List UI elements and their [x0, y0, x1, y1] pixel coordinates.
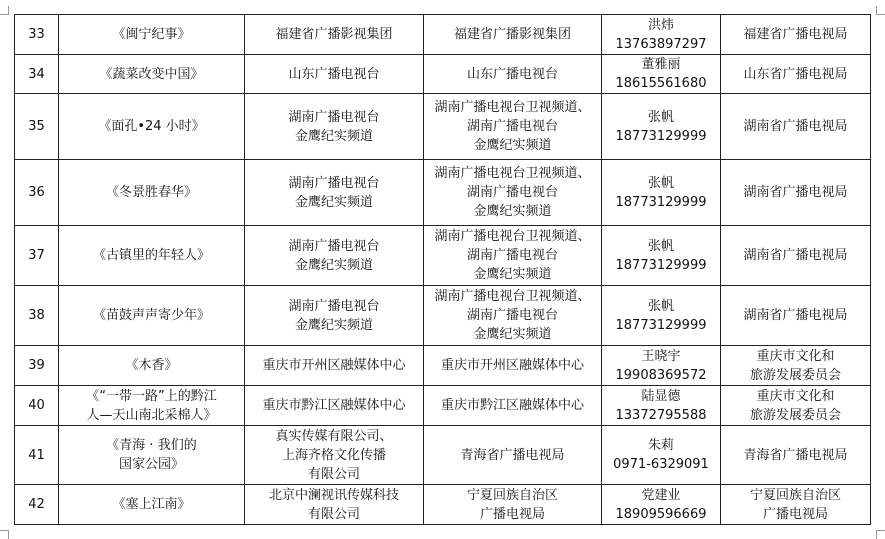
production-unit: 重庆市黔江区融媒体中心 [245, 386, 424, 426]
recommending-unit: 湖南省广播电视局 [721, 94, 871, 160]
row-number: 40 [15, 386, 59, 426]
contact-info: 张帆 18773129999 [602, 286, 721, 346]
row-number: 36 [15, 160, 59, 226]
program-title: 《苗鼓声声寄少年》 [59, 286, 245, 346]
crop-mark-bottom-right [876, 530, 885, 539]
production-unit: 山东广播电视台 [245, 55, 424, 94]
program-title: 《面孔•24 小时》 [59, 94, 245, 160]
contact-info: 洪炜 13763897297 [602, 15, 721, 55]
recommending-unit: 湖南省广播电视局 [721, 160, 871, 226]
recommending-unit: 重庆市文化和 旅游发展委员会 [721, 346, 871, 386]
production-unit: 湖南广播电视台 金鹰纪实频道 [245, 94, 424, 160]
contact-info: 王晓宇 19908369572 [602, 346, 721, 386]
production-unit: 湖南广播电视台 金鹰纪实频道 [245, 226, 424, 286]
production-unit: 湖南广播电视台 金鹰纪实频道 [245, 286, 424, 346]
recommending-unit: 重庆市文化和 旅游发展委员会 [721, 386, 871, 426]
program-list-table [14, 14, 871, 525]
broadcast-platform: 湖南广播电视台卫视频道、 湖南广播电视台 金鹰纪实频道 [424, 286, 602, 346]
table-row [15, 286, 871, 346]
row-number: 38 [15, 286, 59, 346]
production-unit: 湖南广播电视台 金鹰纪实频道 [245, 160, 424, 226]
contact-info: 朱莉 0971-6329091 [602, 426, 721, 485]
row-number: 33 [15, 15, 59, 55]
program-title: 《塞上江南》 [59, 485, 245, 525]
program-title: 《闽宁纪事》 [59, 15, 245, 55]
program-title: 《青海 · 我们的 国家公园》 [59, 426, 245, 485]
contact-info: 董雅丽 18615561680 [602, 55, 721, 94]
crop-mark-top-right [876, 6, 885, 15]
contact-info: 张帆 18773129999 [602, 160, 721, 226]
recommending-unit: 青海省广播电视局 [721, 426, 871, 485]
recommending-unit: 湖南省广播电视局 [721, 226, 871, 286]
table-row [15, 346, 871, 386]
table-row [15, 386, 871, 426]
crop-mark-top-left [0, 6, 9, 15]
program-title: 《冬景胜春华》 [59, 160, 245, 226]
broadcast-platform: 湖南广播电视台卫视频道、 湖南广播电视台 金鹰纪实频道 [424, 94, 602, 160]
row-number: 42 [15, 485, 59, 525]
broadcast-platform: 重庆市开州区融媒体中心 [424, 346, 602, 386]
broadcast-platform: 重庆市黔江区融媒体中心 [424, 386, 602, 426]
table-row [15, 485, 871, 525]
table-row [15, 55, 871, 94]
broadcast-platform: 湖南广播电视台卫视频道、 湖南广播电视台 金鹰纪实频道 [424, 226, 602, 286]
recommending-unit: 湖南省广播电视局 [721, 286, 871, 346]
production-unit: 重庆市开州区融媒体中心 [245, 346, 424, 386]
table-row [15, 160, 871, 226]
row-number: 41 [15, 426, 59, 485]
broadcast-platform: 宁夏回族自治区 广播电视局 [424, 485, 602, 525]
production-unit: 真实传媒有限公司、 上海齐格文化传播 有限公司 [245, 426, 424, 485]
contact-info: 张帆 18773129999 [602, 94, 721, 160]
table-row [15, 15, 871, 55]
program-title: 《木香》 [59, 346, 245, 386]
row-number: 37 [15, 226, 59, 286]
row-number: 39 [15, 346, 59, 386]
contact-info: 张帆 18773129999 [602, 226, 721, 286]
table-row [15, 426, 871, 485]
row-number: 35 [15, 94, 59, 160]
table-row [15, 94, 871, 160]
row-number: 34 [15, 55, 59, 94]
recommending-unit: 宁夏回族自治区 广播电视局 [721, 485, 871, 525]
program-title: 《蔬菜改变中国》 [59, 55, 245, 94]
broadcast-platform: 湖南广播电视台卫视频道、 湖南广播电视台 金鹰纪实频道 [424, 160, 602, 226]
program-title: 《古镇里的年轻人》 [59, 226, 245, 286]
program-title: 《“一带一路”上的黔江 人—天山南北采棉人》 [59, 386, 245, 426]
production-unit: 北京中澜视讯传媒科技 有限公司 [245, 485, 424, 525]
recommending-unit: 山东省广播电视局 [721, 55, 871, 94]
contact-info: 党建业 18909596669 [602, 485, 721, 525]
contact-info: 陆显德 13372795588 [602, 386, 721, 426]
table-body [15, 15, 871, 525]
recommending-unit: 福建省广播电视局 [721, 15, 871, 55]
broadcast-platform: 福建省广播影视集团 [424, 15, 602, 55]
broadcast-platform: 青海省广播电视局 [424, 426, 602, 485]
broadcast-platform: 山东广播电视台 [424, 55, 602, 94]
crop-mark-bottom-left [0, 530, 9, 539]
table-row [15, 226, 871, 286]
production-unit: 福建省广播影视集团 [245, 15, 424, 55]
